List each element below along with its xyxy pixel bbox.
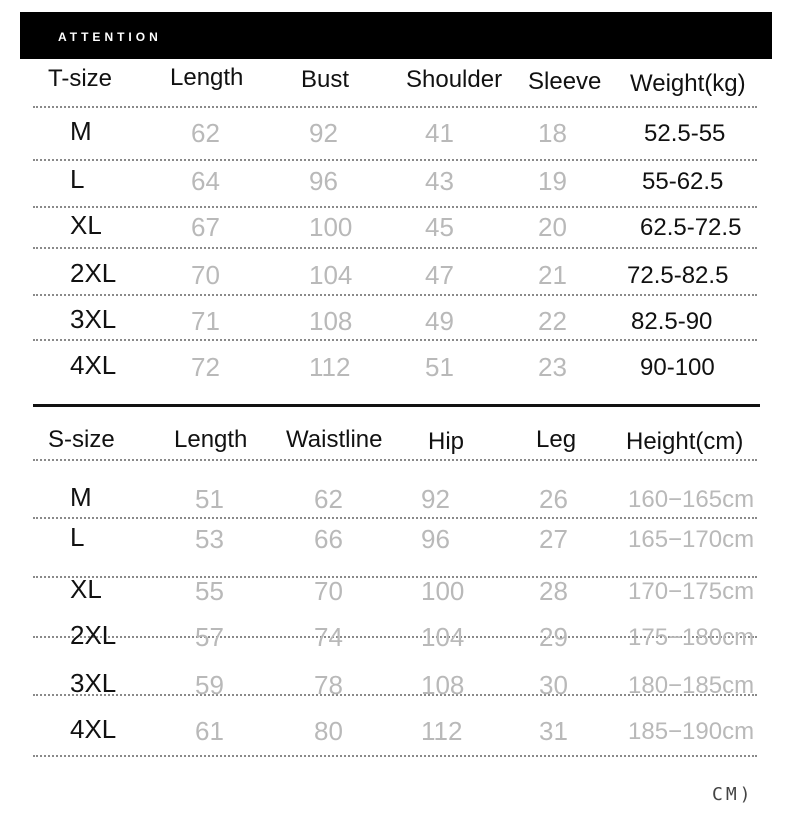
table-cell-bust: 112 xyxy=(309,352,351,382)
table-cell-t-size: 4XL xyxy=(70,350,117,380)
table-cell-t-size: 3XL xyxy=(70,304,117,334)
column-header-sleeve: Sleeve xyxy=(528,68,602,95)
column-header-shoulder: Shoulder xyxy=(406,66,503,93)
table-cell-length: 55 xyxy=(195,576,224,606)
table-cell-bust: 96 xyxy=(309,166,338,196)
table-cell-sleeve: 20 xyxy=(538,212,567,242)
column-header-weight: Weight(kg) xyxy=(630,70,746,97)
table-cell-weight: 55-62.5 xyxy=(642,168,724,195)
table-cell-waistline: 80 xyxy=(314,716,343,746)
table-cell-height: 185−190cm xyxy=(628,718,755,745)
table-cell-sleeve: 18 xyxy=(538,118,567,148)
table-cell-length: 64 xyxy=(191,166,220,196)
row-separator xyxy=(33,339,757,341)
column-header-hip: Hip xyxy=(428,428,465,455)
table-cell-s-size: 3XL xyxy=(70,668,117,698)
table-cell-weight: 72.5-82.5 xyxy=(627,262,729,289)
table-cell-s-size: M xyxy=(70,482,92,512)
table-cell-shoulder: 41 xyxy=(425,118,454,148)
table-cell-hip: 104 xyxy=(421,622,465,652)
table-cell-height: 175−180cm xyxy=(628,624,755,651)
attention-banner xyxy=(20,12,772,59)
table-cell-weight: 62.5-72.5 xyxy=(640,214,742,241)
table-cell-bust: 100 xyxy=(309,212,353,242)
table-cell-leg: 28 xyxy=(539,576,568,606)
table-cell-sleeve: 21 xyxy=(538,260,567,290)
table-cell-shoulder: 45 xyxy=(425,212,454,242)
table-cell-height: 180−185cm xyxy=(628,672,755,699)
table-cell-s-size: 4XL xyxy=(70,714,117,744)
table-cell-sleeve: 22 xyxy=(538,306,567,336)
table-cell-length: 62 xyxy=(191,118,220,148)
table-cell-t-size: L xyxy=(70,164,85,194)
row-separator xyxy=(33,106,757,108)
table-cell-length: 57 xyxy=(195,622,224,652)
table-cell-leg: 30 xyxy=(539,670,568,700)
table-cell-hip: 108 xyxy=(421,670,465,700)
table-cell-hip: 112 xyxy=(421,716,463,746)
table-cell-length: 53 xyxy=(195,524,224,554)
table-cell-waistline: 62 xyxy=(314,484,343,514)
table-cell-bust: 92 xyxy=(309,118,338,148)
table-cell-length: 71 xyxy=(191,306,220,336)
table-cell-length: 51 xyxy=(195,484,224,514)
table-cell-s-size: L xyxy=(70,522,85,552)
column-header-height: Height(cm) xyxy=(626,428,744,455)
row-separator xyxy=(33,247,757,249)
table-cell-waistline: 70 xyxy=(314,576,343,606)
section-divider xyxy=(33,404,760,407)
table-cell-leg: 27 xyxy=(539,524,568,554)
column-header-length: Length xyxy=(170,64,244,91)
table-cell-weight: 90-100 xyxy=(640,354,715,381)
table-cell-length: 70 xyxy=(191,260,220,290)
table-cell-t-size: XL xyxy=(70,210,102,240)
table-cell-shoulder: 47 xyxy=(425,260,454,290)
table-cell-shoulder: 43 xyxy=(425,166,454,196)
table-cell-length: 59 xyxy=(195,670,224,700)
table-cell-waistline: 74 xyxy=(314,622,343,652)
table-cell-waistline: 66 xyxy=(314,524,343,554)
table-cell-bust: 104 xyxy=(309,260,353,290)
table-cell-leg: 31 xyxy=(539,716,568,746)
table-cell-height: 160−165cm xyxy=(628,486,755,513)
banner-title: ATTENTION xyxy=(58,30,162,44)
unit-note: CM) xyxy=(712,784,754,805)
table-cell-height: 170−175cm xyxy=(628,578,755,605)
row-separator xyxy=(33,294,757,296)
column-header-leg: Leg xyxy=(536,426,577,453)
column-header-waistline: Waistline xyxy=(286,426,383,453)
table-cell-shoulder: 49 xyxy=(425,306,454,336)
row-separator xyxy=(33,517,757,519)
table-cell-sleeve: 19 xyxy=(538,166,567,196)
table-cell-sleeve: 23 xyxy=(538,352,567,382)
table-cell-length: 72 xyxy=(191,352,220,382)
table-cell-length: 67 xyxy=(191,212,220,242)
column-header-length: Length xyxy=(174,426,248,453)
table-cell-bust: 108 xyxy=(309,306,353,336)
row-separator xyxy=(33,206,757,208)
table-cell-waistline: 78 xyxy=(314,670,343,700)
table-cell-shoulder: 51 xyxy=(425,352,454,382)
table-cell-height: 165−170cm xyxy=(628,526,755,553)
column-header-bust: Bust xyxy=(301,66,350,93)
table-cell-length: 61 xyxy=(195,716,224,746)
table-cell-weight: 52.5-55 xyxy=(644,120,726,147)
table-cell-leg: 29 xyxy=(539,622,568,652)
table-cell-leg: 26 xyxy=(539,484,568,514)
table-cell-t-size: 2XL xyxy=(70,258,117,288)
table-cell-hip: 100 xyxy=(421,576,465,606)
row-separator xyxy=(33,459,757,461)
table-cell-s-size: 2XL xyxy=(70,620,117,650)
row-separator xyxy=(33,159,757,161)
table-cell-t-size: M xyxy=(70,116,92,146)
table-cell-hip: 96 xyxy=(421,524,450,554)
row-separator xyxy=(33,755,757,757)
table-cell-s-size: XL xyxy=(70,574,102,604)
column-header-t-size: T-size xyxy=(48,65,113,92)
table-cell-hip: 92 xyxy=(421,484,450,514)
table-cell-weight: 82.5-90 xyxy=(631,308,713,335)
column-header-s-size: S-size xyxy=(48,426,115,453)
